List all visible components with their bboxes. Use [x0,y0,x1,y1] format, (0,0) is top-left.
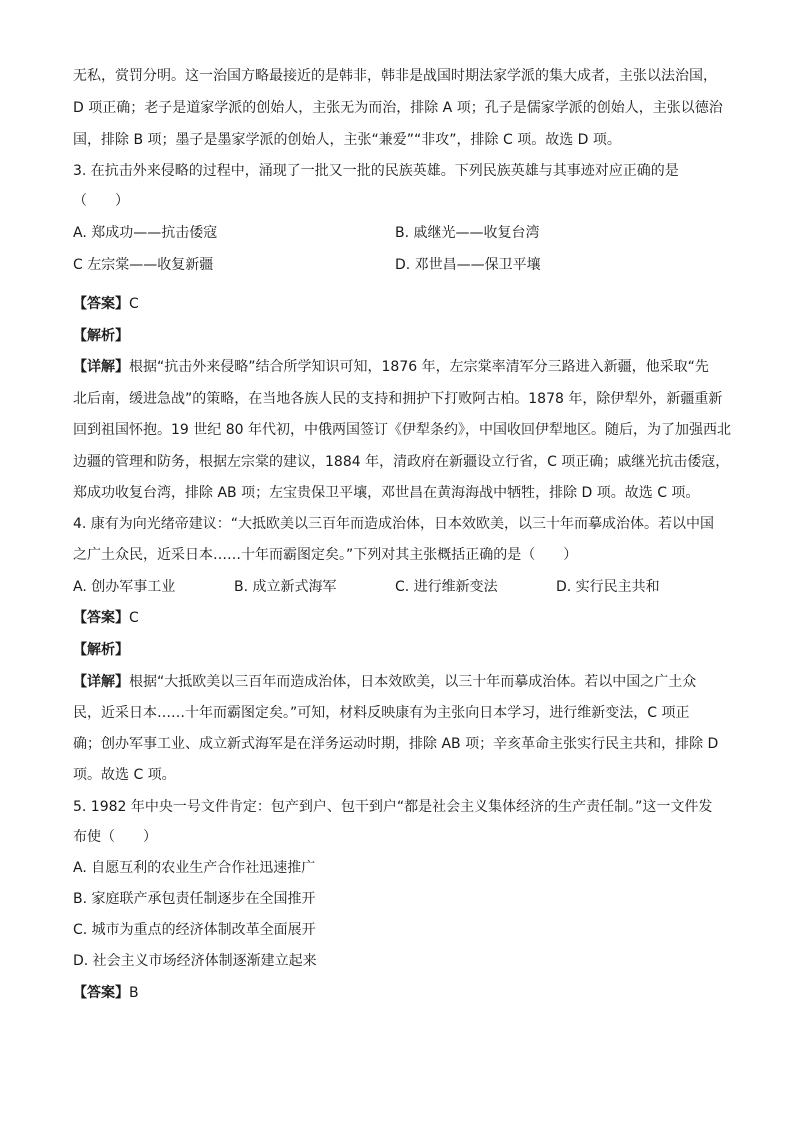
q4-analysis-label: 【解析】 [73,642,129,658]
q4-detail-line-1 [73,672,696,692]
q5-stem-line-1: 5. 1982 年中央一号文件肯定：包产到户、包干到户“都是社会主义集体经济的生产责任制。”这一文件发 [73,799,713,815]
intro-line-1: 无私，赏罚分明。这一治国方略最接近的是韩非，韩非是战国时期法家学派的集大成者，主张以法治国， [73,68,717,84]
q3-detail-line-3: 回到祖国怀抱。19 世纪 80 年代初，中俄两国签订《伊犁条约》，中国收回伊犁地区。随后，为了加强西北 [73,422,731,438]
q5-stem-line-2: 布使（ ） [73,829,157,845]
q4-detail-text-1: 根据“大抵欧美以三百年而造成治体，日本效欧美，以三十年而摹成治体。若以中国之广土众 [129,674,697,690]
q5-option-a: A. 自愿互利的农业生产合作社迅速推广 [73,860,316,876]
intro-line-2: D 项正确；老子是道家学派的创始人，主张无为而治，排除 A 项；孔子是儒家学派的创始人，主张以德治 [73,100,723,116]
q4-option-a: A. 创办军事工业 [73,579,176,595]
q3-detail-line-1 [73,357,709,377]
q4-stem-line-2: 之广土众民，近采日本……十年而霸图定矣。”下列对其主张概括正确的是（ ） [73,547,578,563]
q3-detail-line-5: 郑成功收复台湾，排除 AB 项；左宝贵保卫平壤，邓世昌在黄海海战中牺牲，排除 D 项。故选 C 项。 [73,485,700,501]
q4-option-c: C. 进行维新变法 [395,579,498,595]
q3-option-b: B. 戚继光——收复台湾 [395,225,540,241]
q4-detail-line-3: 确；创办军事工业、成立新式海军是在洋务运动时期，排除 AB 项；辛亥革命主张实行民主共和，排除 D [73,736,719,752]
q5-answer [73,983,139,1003]
q3-analysis-label: 【解析】 [73,328,129,344]
q4-option-b: B. 成立新式海军 [234,579,337,595]
q4-detail-line-4: 项。故选 C 项。 [73,767,176,783]
q3-option-c: C 左宗棠——收复新疆 [73,257,214,273]
q3-answer-value: C [129,296,139,312]
q3-stem-line-2: （ ） [73,193,129,209]
q4-option-d: D. 实行民主共和 [556,579,660,595]
q3-option-a: A. 郑成功——抗击倭寇 [73,225,218,241]
q4-stem-line-1: 4. 康有为向光绪帝建议：“大抵欧美以三百年而造成治体，日本效欧美，以三十年而摹成治体。若以中国 [73,516,715,532]
q4-answer-value: C [129,610,139,626]
q5-option-c: C. 城市为重点的经济体制改革全面展开 [73,922,316,938]
q5-option-d: D. 社会主义市场经济体制逐渐建立起来 [73,953,317,969]
q5-answer-value: B [129,985,139,1001]
q3-detail-line-2: 北后南，缓进急战”的策略，在当地各族人民的支持和拥护下打败阿古柏。1878 年，除伊犁外，新疆重新 [73,391,723,407]
q5-option-b: B. 家庭联产承包责任制逐步在全国推开 [73,891,316,907]
q3-option-d: D. 邓世昌——保卫平壤 [395,257,541,273]
intro-line-3: 国，排除 B 项；墨子是墨家学派的创始人，主张“兼爱”“非攻”，排除 C 项。故选 D 项。 [73,132,621,148]
q4-detail-label: 【详解】 [73,674,129,690]
q5-answer-label: 【答案】 [73,985,129,1001]
q3-answer [73,294,139,314]
q4-answer [73,608,139,628]
q3-answer-label: 【答案】 [73,296,129,312]
q3-detail-line-4: 边疆的管理和防务，根据左宗棠的建议，1884 年，清政府在新疆设立行省，C 项正确；戚继光抗击倭寇， [73,454,730,470]
q4-answer-label: 【答案】 [73,610,129,626]
q4-detail-line-2: 民，近采日本……十年而霸图定矣。”可知，材料反映康有为主张向日本学习，进行维新变法，C 项正 [73,705,690,721]
q3-detail-label: 【详解】 [73,359,129,375]
q3-detail-text-1: 根据“抗击外来侵略”结合所学知识可知，1876 年，左宗棠率清军分三路进入新疆，他采取“先 [129,359,709,375]
q3-stem-line-1: 3. 在抗击外来侵略的过程中，涌现了一批又一批的民族英雄。下列民族英雄与其事迹对应正确的是 [73,163,679,179]
